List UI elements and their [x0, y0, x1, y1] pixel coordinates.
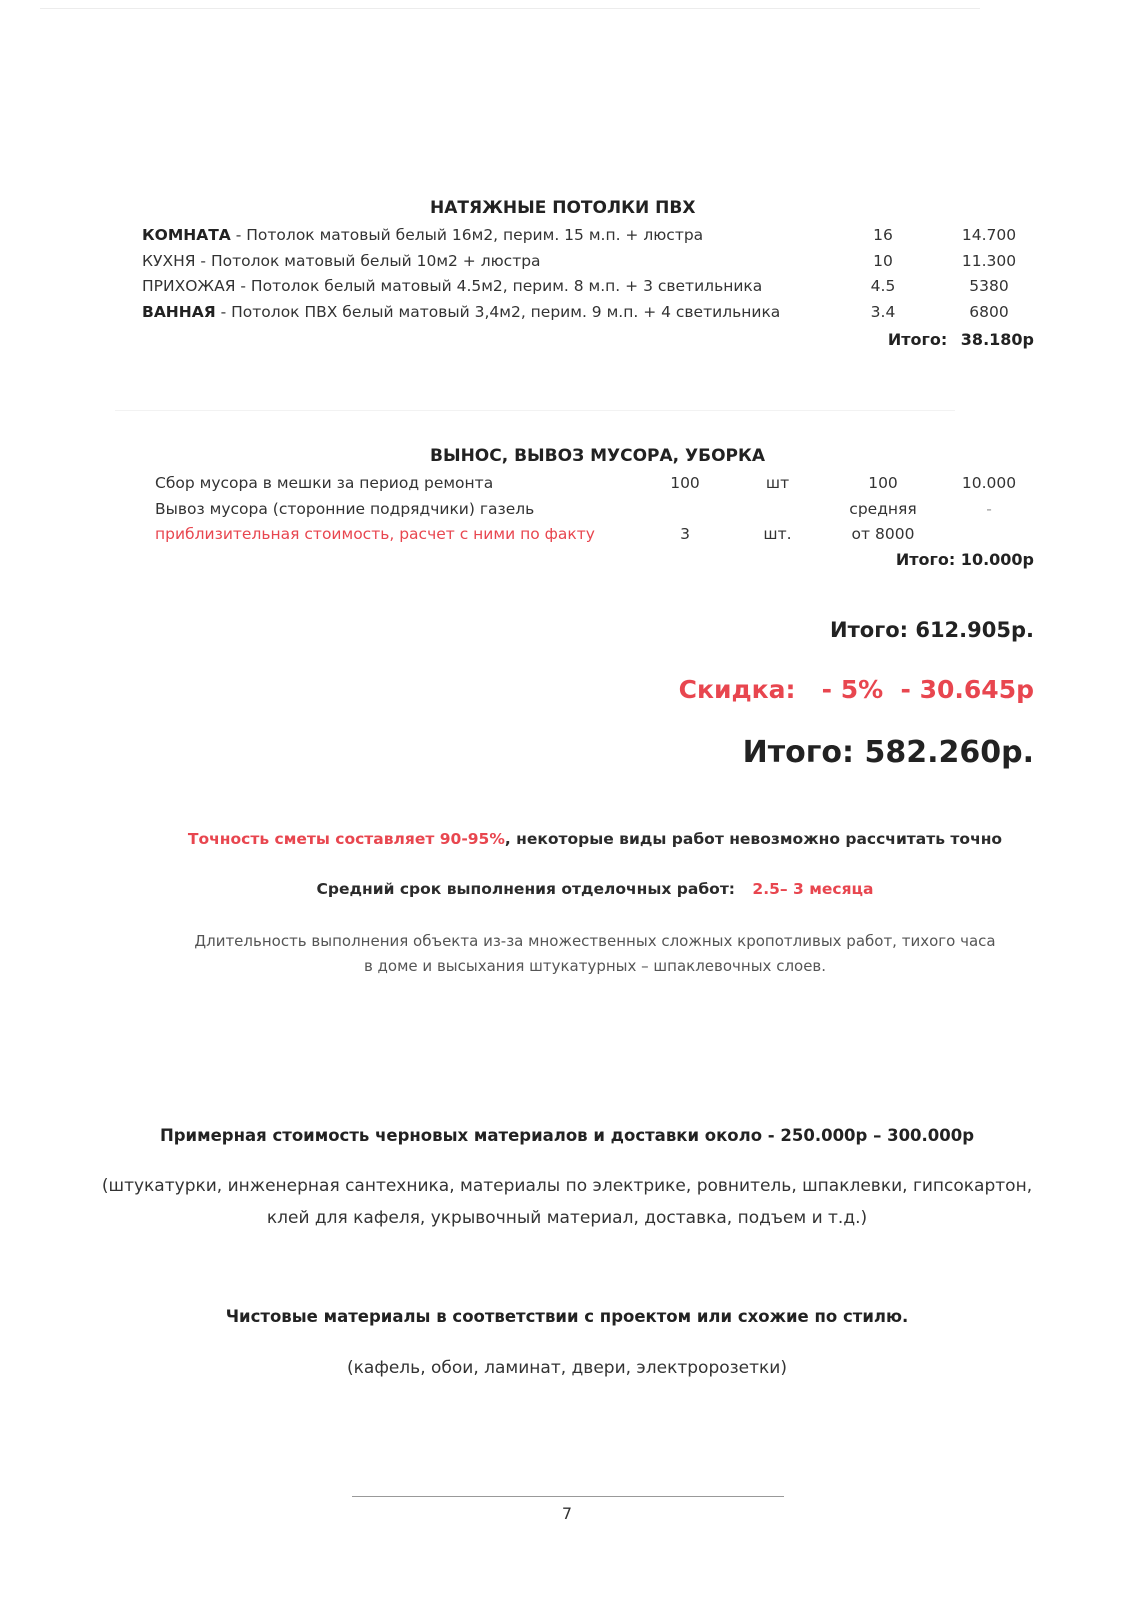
ceiling-row-kitchen — [142, 252, 541, 270]
faint-line — [115, 410, 955, 411]
room-name: КОМНАТА — [142, 226, 231, 244]
term-note — [0, 880, 1132, 898]
garbage-qty: 3 — [680, 525, 690, 543]
garbage-price: от 8000 — [851, 525, 915, 543]
garbage-qty: 100 — [670, 474, 700, 492]
garbage-sum: 10.000 — [961, 474, 1017, 492]
accuracy-highlight: Точность сметы составляет 90-95% — [187, 830, 505, 848]
ceiling-row-room — [142, 226, 703, 244]
page-number: 7 — [561, 1504, 573, 1523]
total-value: 38.180р — [960, 330, 1034, 349]
room-desc: - Потолок белый матовый 4.5м2, перим. 8 м.п. + 3 светильника — [235, 277, 763, 295]
duration-line-2: в доме и высыхания штукатурных – шпаклевочных слоев. — [363, 957, 827, 975]
garbage-desc: Сбор мусора в мешки за период ремонта — [155, 474, 494, 492]
rough-materials-line-2: клей для кафеля, укрывочный материал, доставка, подъем и т.д.) — [266, 1208, 868, 1228]
ceiling-price: 11.300 — [961, 252, 1017, 270]
ceiling-qty: 10 — [873, 252, 893, 270]
footer-divider — [352, 1496, 784, 1497]
garbage-note: приблизительная стоимость, расчет с ними по факту — [155, 525, 595, 543]
ceiling-qty: 4.5 — [870, 277, 896, 295]
ceiling-row-bathroom — [142, 303, 780, 321]
ceiling-price: 5380 — [969, 277, 1009, 295]
accuracy-text: , некоторые виды работ невозможно рассчитать точно — [504, 830, 1003, 848]
garbage-price: 100 — [868, 474, 898, 492]
finish-materials-line: (кафель, обои, ламинат, двери, электророзетки) — [347, 1358, 787, 1378]
room-desc: - Потолок матовый белый 10м2 + люстра — [195, 252, 541, 270]
room-name: ВАННАЯ — [142, 303, 216, 321]
garbage-unit: шт. — [763, 525, 792, 543]
finish-materials-title: Чистовые материалы в соответствии с проектом или схожие по стилю. — [225, 1307, 909, 1326]
rough-materials-line-1: (штукатурки, инженерная сантехника, материалы по электрике, ровнитель, шпаклевки, гипсокартон, — [101, 1176, 1033, 1196]
garbage-unit: шт — [765, 474, 790, 492]
ceilings-total — [888, 330, 1034, 349]
scan-edge-line — [40, 8, 980, 9]
rough-materials-title: Примерная стоимость черновых материалов и доставки около - 250.000р – 300.000р — [159, 1126, 975, 1145]
garbage-desc: Вывоз мусора (сторонние подрядчики) газель — [155, 500, 535, 518]
discount: Скидка: - 5% - 30.645р — [678, 675, 1034, 704]
ceiling-row-hallway — [142, 277, 762, 295]
total-label: Итого: — [887, 330, 948, 349]
ceiling-qty: 3.4 — [870, 303, 896, 321]
term-value: 2.5– 3 месяца — [752, 880, 874, 898]
room-name: КУХНЯ — [142, 252, 196, 270]
ceilings-title: НАТЯЖНЫЕ ПОТОЛКИ ПВХ — [430, 198, 696, 218]
garbage-price: средняя — [849, 500, 917, 518]
garbage-sum: - — [986, 500, 992, 518]
room-desc: - Потолок ПВХ белый матовый 3,4м2, перим. 9 м.п. + 4 светильника — [215, 303, 781, 321]
garbage-total: Итого: 10.000р — [895, 550, 1034, 569]
term-label: Средний срок выполнения отделочных работ: — [316, 880, 736, 898]
room-name: ПРИХОЖАЯ — [142, 277, 236, 295]
subtotal: Итого: 612.905р. — [830, 618, 1034, 642]
ceiling-price: 6800 — [969, 303, 1009, 321]
ceiling-price: 14.700 — [961, 226, 1017, 244]
room-desc: - Потолок матовый белый 16м2, перим. 15 м.п. + люстра — [230, 226, 704, 244]
final-total: Итого: 582.260р. — [742, 735, 1034, 770]
ceiling-qty: 16 — [873, 226, 893, 244]
garbage-title: ВЫНОС, ВЫВОЗ МУСОРА, УБОРКА — [430, 446, 766, 466]
duration-line-1: Длительность выполнения объекта из-за множественных сложных кропотливых работ, тихого часа — [194, 932, 996, 950]
accuracy-note — [0, 830, 1132, 848]
